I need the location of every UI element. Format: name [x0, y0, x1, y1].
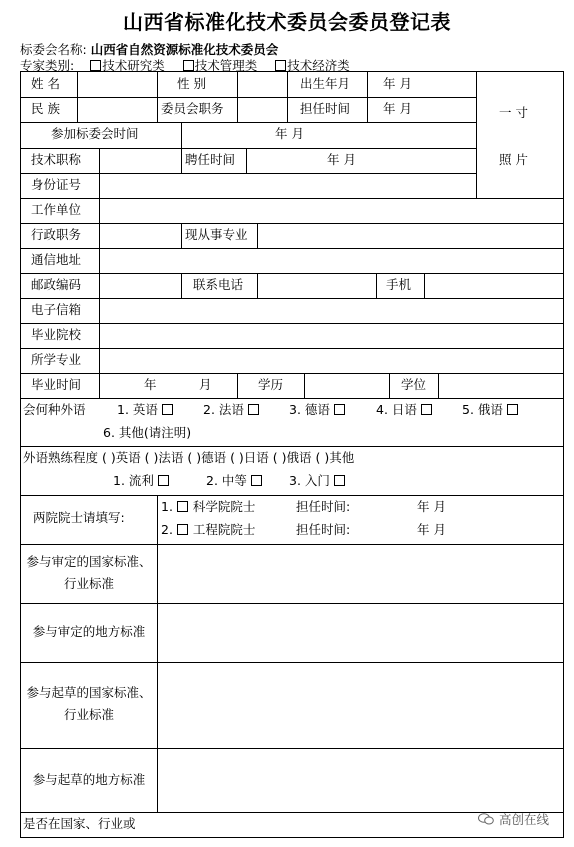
major-label: 所学专业 [31, 352, 82, 367]
lang-option-russian[interactable]: 5. 俄语 [462, 402, 519, 418]
checkbox-icon[interactable] [248, 404, 259, 415]
level-medium[interactable]: 2. 中等 [206, 473, 263, 489]
degree-label: 学位 [401, 377, 427, 392]
lang-option-english[interactable]: 1. 英语 [117, 402, 174, 418]
hire-time-label: 聘任时间 [185, 152, 236, 167]
lang-option-german[interactable]: 3. 德语 [289, 402, 346, 418]
grad-year[interactable]: 年 [144, 377, 157, 392]
photo-label-2: 照 片 [499, 152, 528, 167]
lang-option-japanese[interactable]: 4. 日语 [376, 402, 433, 418]
committee-label: 标委会名称: [20, 42, 87, 57]
grad-time-label: 毕业时间 [31, 377, 82, 392]
languages-label: 会何种外语 [23, 402, 86, 417]
checkbox-icon[interactable] [334, 404, 345, 415]
committee-value: 山西省自然资源标准化技术委员会 [90, 42, 279, 57]
grad-month[interactable]: 月 [199, 377, 212, 392]
national-review-label: 参与审定的国家标准、行业标准 [26, 554, 152, 591]
birth-label: 出生年月 [300, 76, 351, 91]
expert-type-label: 专家类别: [20, 58, 75, 73]
lang-option-other[interactable]: 6. 其他(请注明) [103, 425, 192, 440]
expert-type-option-economics[interactable]: 技术经济类 [275, 58, 350, 73]
checkbox-icon[interactable] [334, 475, 345, 486]
checkbox-icon[interactable] [162, 404, 173, 415]
watermark-text: 高创在线 [499, 812, 550, 827]
form-title: 山西省标准化技术委员会委员登记表 [123, 10, 451, 34]
checkbox-icon[interactable] [183, 60, 194, 71]
local-review-label: 参与审定的地方标准 [32, 624, 146, 639]
level-fluent[interactable]: 1. 流利 [113, 473, 170, 489]
form-table [20, 71, 564, 838]
checkbox-icon[interactable] [158, 475, 169, 486]
birth-year-month[interactable]: 年 月 [383, 76, 412, 91]
checkbox-icon[interactable] [90, 60, 101, 71]
checkbox-icon[interactable] [177, 524, 188, 535]
photo-label-1: 一 寸 [499, 105, 528, 120]
gender-label: 性 别 [177, 76, 206, 91]
last-row-label: 是否在国家、行业或 [23, 816, 136, 831]
school-label: 毕业院校 [31, 327, 82, 342]
mobile-label: 手机 [386, 277, 412, 292]
academician-row-1-ym[interactable]: 年 月 [417, 499, 446, 514]
academician-row-1: 1. 科学院院士 [161, 499, 256, 514]
postcode-label: 邮政编码 [31, 277, 82, 292]
email-label: 电子信箱 [31, 302, 82, 317]
serve-year-month[interactable]: 年 月 [383, 101, 412, 116]
phone-label: 联系电话 [193, 277, 244, 292]
level-beginner[interactable]: 3. 入门 [289, 473, 346, 489]
academician-row-2: 2. 工程院院士 [161, 522, 256, 537]
checkbox-icon[interactable] [251, 475, 262, 486]
academician-row-1-time-label: 担任时间: [296, 499, 351, 514]
checkbox-icon[interactable] [421, 404, 432, 415]
watermark [478, 810, 549, 828]
expert-type-option-research[interactable]: 技术研究类 [90, 58, 165, 73]
academician-row-2-time-label: 担任时间: [296, 522, 351, 537]
hire-year-month[interactable]: 年 月 [327, 152, 356, 167]
ethnicity-label: 民 族 [31, 101, 60, 116]
checkbox-icon[interactable] [507, 404, 518, 415]
lang-option-french[interactable]: 2. 法语 [203, 402, 260, 418]
national-draft-label: 参与起草的国家标准、行业标准 [26, 685, 152, 722]
local-draft-label: 参与起草的地方标准 [32, 772, 146, 787]
wechat-icon [478, 813, 494, 825]
current-major-label: 现从事专业 [185, 227, 248, 242]
committee-position-label: 委员会职务 [161, 101, 224, 116]
serve-time-label: 担任时间 [300, 101, 351, 116]
name-label: 姓 名 [31, 76, 60, 91]
academician-row-2-ym[interactable]: 年 月 [417, 522, 446, 537]
title-rank-label: 技术职称 [31, 152, 82, 167]
expert-type-option-management[interactable]: 技术管理类 [183, 58, 258, 73]
workplace-label: 工作单位 [31, 202, 82, 217]
checkbox-icon[interactable] [177, 501, 188, 512]
education-label: 学历 [258, 377, 284, 392]
id-number-label: 身份证号 [31, 177, 82, 192]
address-label: 通信地址 [31, 252, 82, 267]
admin-post-label: 行政职务 [31, 227, 82, 242]
join-time-label: 参加标委会时间 [51, 126, 139, 141]
academician-label: 两院院士请填写: [33, 510, 125, 525]
lang-proficiency-line[interactable]: 外语熟练程度 ( )英语 ( )法语 ( )德语 ( )日语 ( )俄语 ( )其他 [23, 450, 355, 465]
checkbox-icon[interactable] [275, 60, 286, 71]
join-year-month[interactable]: 年 月 [275, 126, 304, 141]
